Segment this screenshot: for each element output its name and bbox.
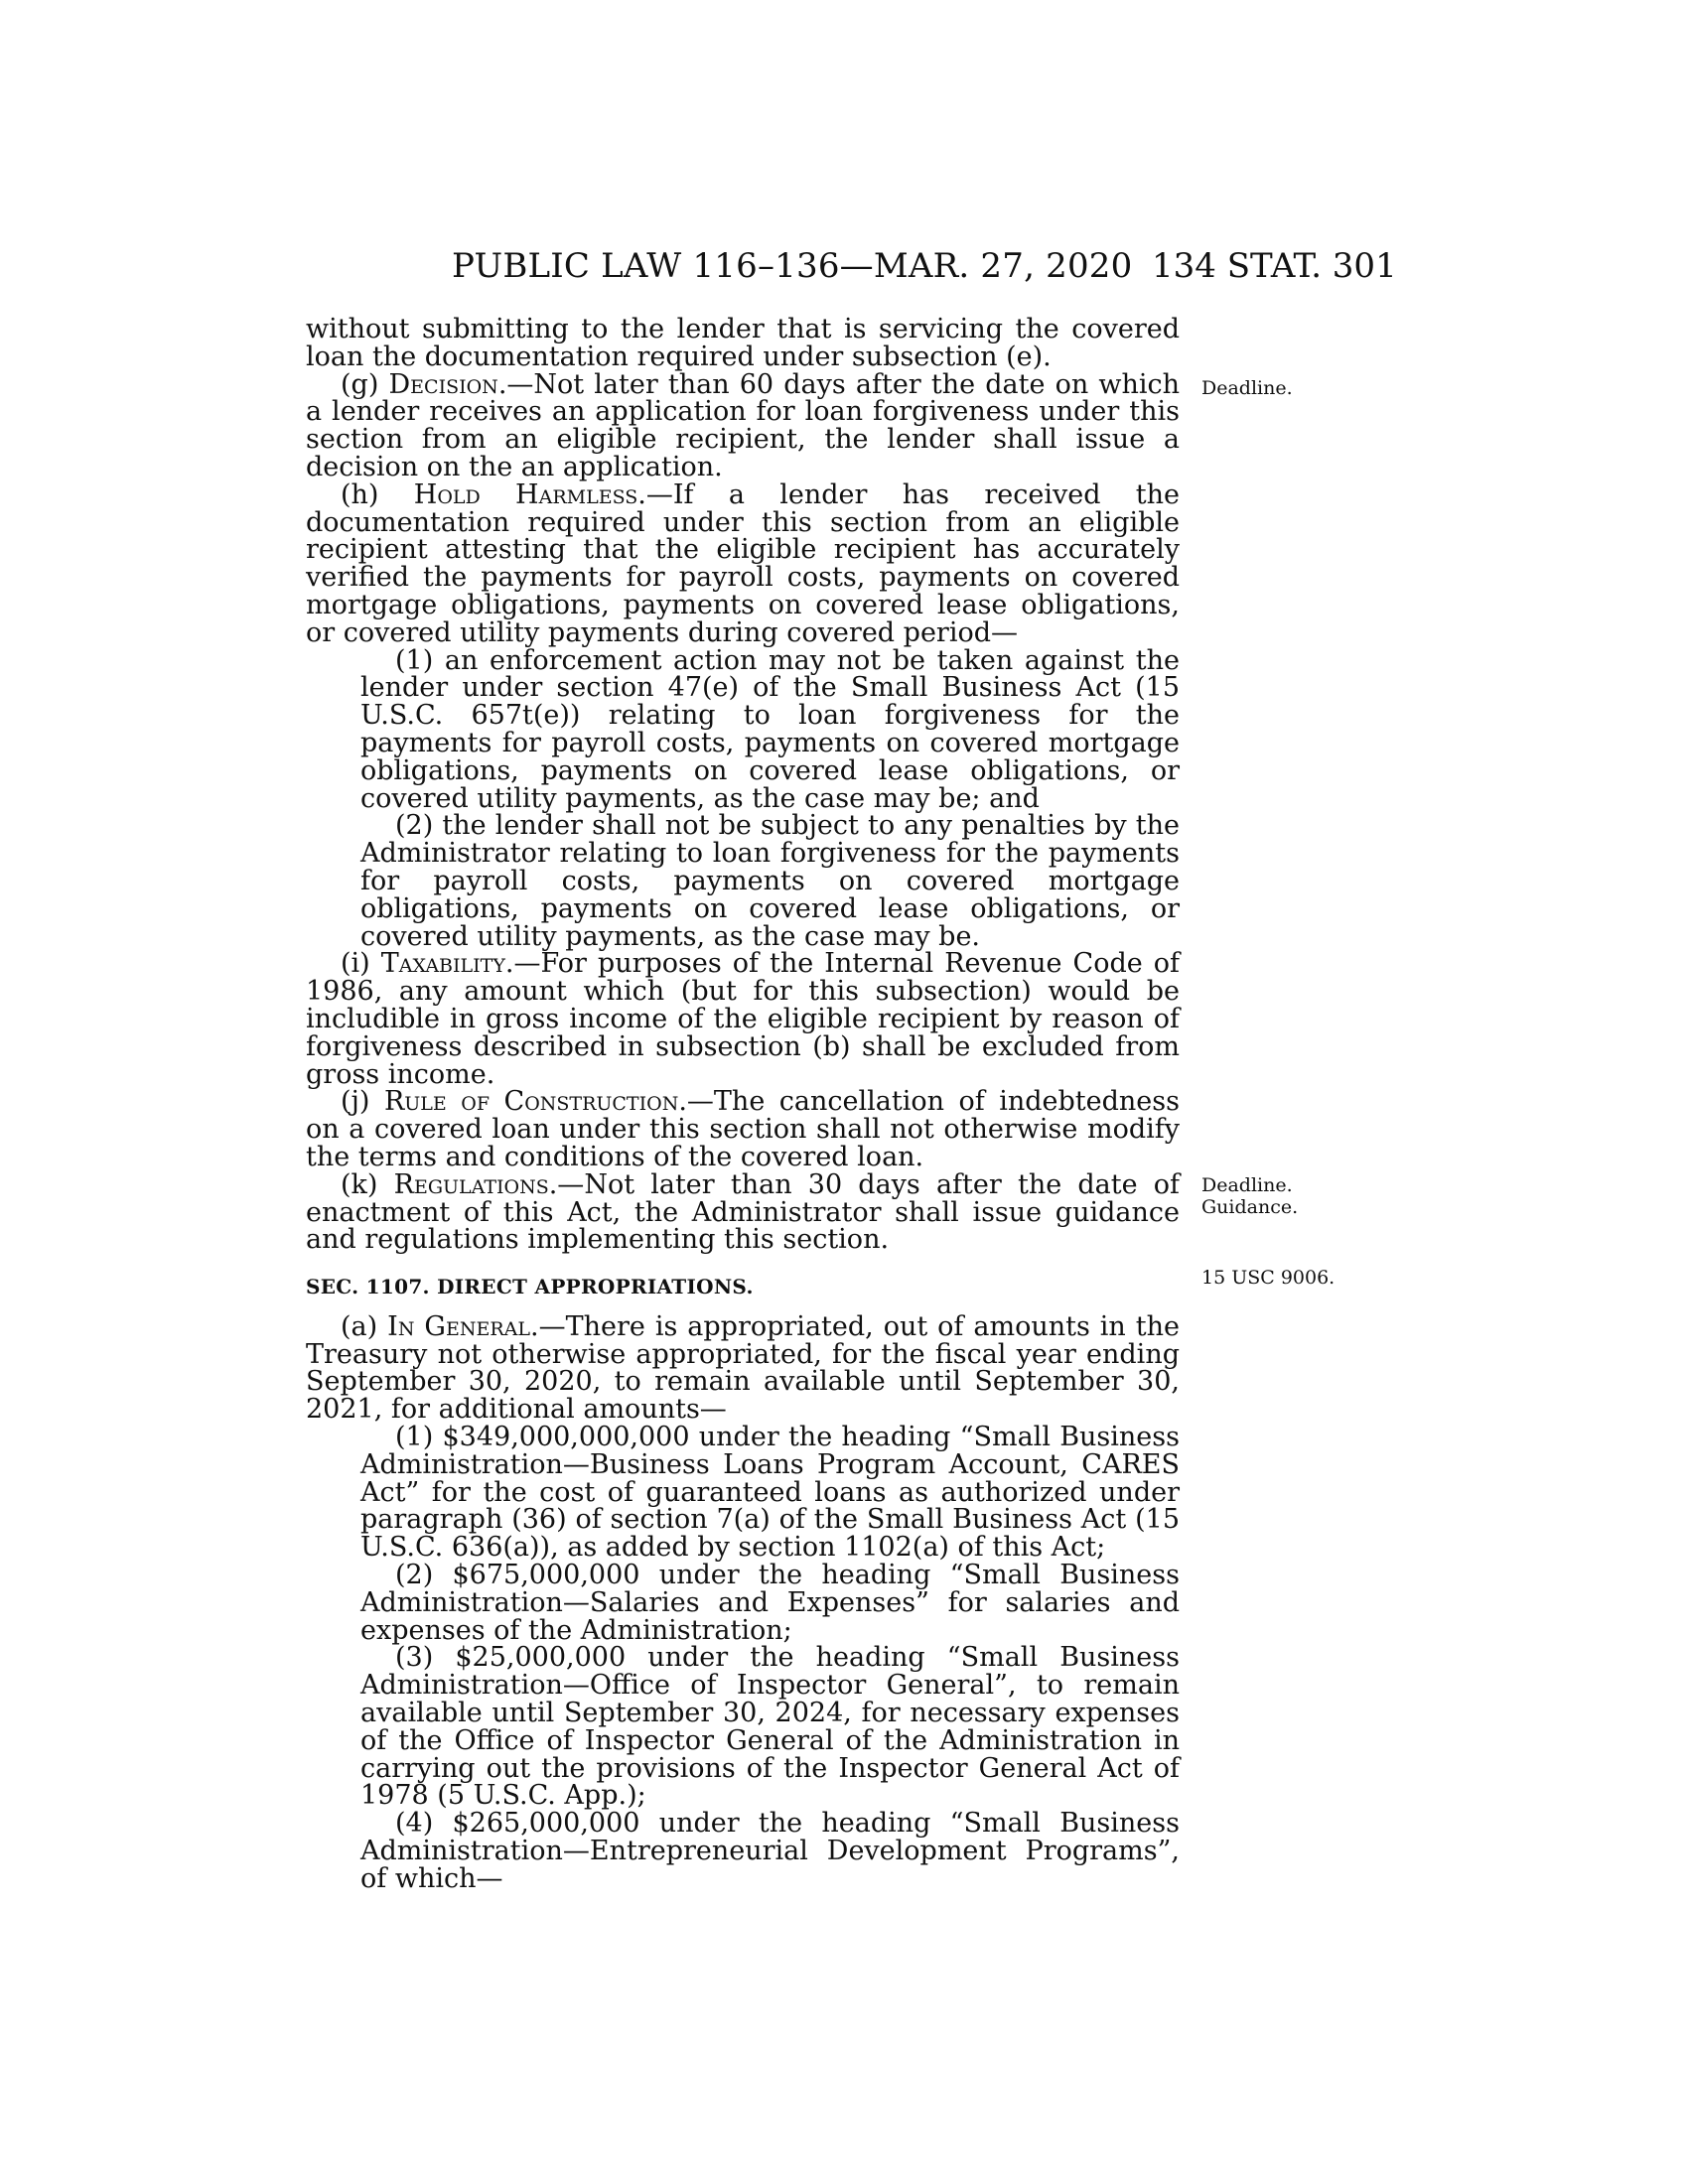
paragraph-a-1: (1) $349,000,000,000 under the heading “Small Business Administration—Business Loans Program Account, CARES Act” for the cost of guaranteed loans as authorized under paragraph (36) of section 7(a) of the Small Business Act (15 U.S.C. 636(a)), as added by section 1102(a) of this Act; (360, 1422, 1180, 1564)
page-number: 134 STAT. 301 (1152, 246, 1397, 286)
subsection-a: (a) In General.—There is appropriated, out of amounts in the Treasury not otherwise appropriated, for the fiscal year ending September 30, 2020, to remain available until September 30, 2021, for additional amounts— (306, 1310, 1181, 1426)
paragraph-h-2: (2) the lender shall not be subject to any penalties by the Administrator relating to loan forgiveness for the payments for payroll costs, payments on covered mortgage obligations, payments on covered lease obligations, or covered utility payments, as the case may be. (360, 810, 1180, 952)
subsection-k: (k) Regulations.—Not later than 30 days after the date of enactment of this Act, the Administrator shall issue guidance and regulations implementing this section. (306, 1168, 1180, 1256)
paragraph-h-1: (1) an enforcement action may not be taken against the lender under section 47(e) of the Small Business Act (15 U.S.C. 657t(e)) relating to loan forgiveness for the payments for payroll costs, payments on covered mortgage obligations, payments on covered lease obligations, or covered utility payments, as the case may be; and (360, 644, 1180, 814)
paragraph-continuation: without submitting to the lender that is servicing the covered loan the documentation required under subsection (e). (306, 314, 1180, 372)
statute-body (306, 316, 1180, 1893)
margin-note-deadline-g: Deadline. (1201, 377, 1293, 399)
subsection-j: (j) Rule of Construction.—The cancellation of indebtedness on a covered loan under this section shall not otherwise modify the terms and conditions of the covered loan. (306, 1086, 1180, 1172)
margin-note-guidance-k: Guidance. (1201, 1196, 1299, 1218)
paragraph-a-3: (3) $25,000,000 under the heading “Small Business Administration—Office of Inspector General”, to remain available until September 30, 2024, for necessary expenses of the Office of Inspector General of the Administration in carrying out the provisions of the Inspector General Act of 1978 (5 U.S.C. App.); (360, 1642, 1180, 1812)
subsection-g: (g) Decision.—Not later than 60 days after the date on which a lender receives an application for loan forgiveness under this section from an eligible recipient, the lender shall issue a decision on the an application. (306, 368, 1180, 482)
paragraph-a-2: (2) $675,000,000 under the heading “Small Business Administration—Salaries and Expenses” for salaries and expenses of the Administration; (360, 1560, 1180, 1646)
subsection-i: (i) Taxability.—For purposes of the Internal Revenue Code of 1986, any amount which (but for this subsection) would be includible in gross income of the eligible recipient by reason of forgiveness described in subsection (b) shall be excluded from gross income. (306, 948, 1181, 1090)
paragraph-a-4: (4) $265,000,000 under the heading “Small Business Administration—Entrepreneurial Development Programs”, of which— (360, 1808, 1180, 1894)
margin-note-deadline-k: Deadline. (1201, 1174, 1293, 1196)
margin-note-usc-citation: 15 USC 9006. (1201, 1267, 1336, 1289)
page-header-title: PUBLIC LAW 116–136—MAR. 27, 2020 (452, 246, 1133, 286)
section-heading: SEC. 1107. DIRECT APPROPRIATIONS. (306, 1275, 754, 1299)
subsection-h: (h) Hold Harmless.—If a lender has received the documentation required under this section from an eligible recipient attesting that the eligible recipient has accurately verified the payments for payroll costs, payments on covered mortgage obligations, payments on covered lease obligations, or covered utility payments during covered period— (306, 478, 1180, 648)
